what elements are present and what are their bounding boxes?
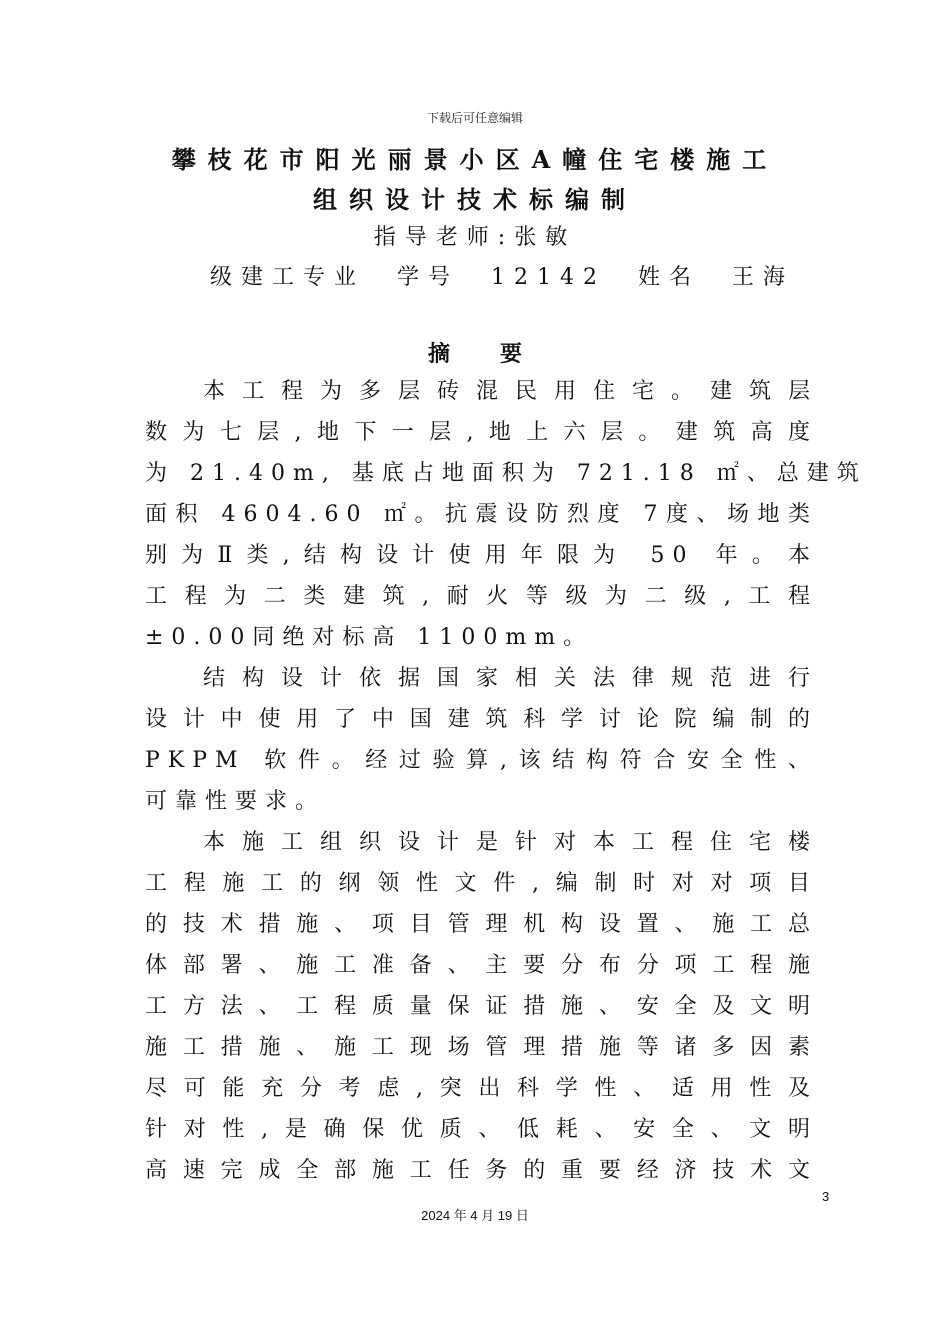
paragraph-line: 高速完成全部施工任务的重要经济技术文 (145, 1158, 818, 1183)
paragraph-line: 体部署、施工准备、主要分布分项工程施 (145, 953, 818, 978)
paragraph-line: PKPM 软件。经过验算,该结构符合安全性、 (145, 748, 818, 773)
paragraph-line: 的技术措施、项目管理机构设置、施工总 (145, 912, 818, 937)
paragraph-line: 面积 4604.60 ㎡。抗震设防烈度 7度、场地类 (145, 502, 818, 527)
paragraph-line: 针对性,是确保优质、低耗、安全、文明 (145, 1117, 818, 1142)
footer-date: 2024 年 4 月 19 日 (421, 1208, 529, 1223)
paragraph-line: 可靠性要求。 (145, 789, 326, 814)
paragraph-line: 工程施工的纲领性文件,编制时对对项目 (145, 871, 818, 896)
paragraph-line: 工方法、工程质量保证措施、安全及文明 (145, 994, 818, 1019)
advisor-line: 指导老师:张敏 (373, 225, 577, 250)
header-note: 下载后可任意编辑 (426, 111, 523, 125)
paragraph-line: 本施工组织设计是针对本工程住宅楼 (203, 830, 818, 855)
abstract-paragraph-1 (145, 371, 867, 658)
document-title-line-2: 组织设计技术标编制 (313, 185, 637, 214)
abstract-paragraph-2 (145, 658, 818, 822)
abstract-heading: 摘要 (427, 341, 572, 367)
document-title-line-1: 攀枝花市阳光丽景小区A幢住宅楼施工 (171, 145, 779, 174)
abstract-paragraph-3 (145, 822, 818, 1191)
paragraph-line: 设计中使用了中国建筑科学讨论院编制的 (145, 707, 818, 732)
paragraph-line: 本工程为多层砖混民用住宅。建筑层 (203, 379, 818, 404)
paragraph-line: 工程为二类建筑,耐火等级为二级,工程 (145, 584, 818, 609)
paragraph-line: 施工措施、施工现场管理措施等诸多因素 (145, 1035, 818, 1060)
student-info-line: 级建工专业 学号 12142 姓名 王海 (210, 265, 794, 290)
paragraph-line: 数为七层,地下一层,地上六层。建筑高度 (145, 420, 818, 445)
paragraph-line: 别为Ⅱ类,结构设计使用年限为 50 年。本 (145, 543, 818, 568)
paragraph-line: ±0.00同绝对标高 1100mm。 (145, 625, 594, 650)
paragraph-line: 结构设计依据国家相关法律规范进行 (203, 666, 818, 691)
page-number: 3 (822, 1189, 830, 1204)
paragraph-line: 为 21.40m, 基底占地面积为 721.18 ㎡、总建筑 (145, 461, 867, 486)
paragraph-line: 尽可能充分考虑,突出科学性、适用性及 (145, 1076, 818, 1101)
